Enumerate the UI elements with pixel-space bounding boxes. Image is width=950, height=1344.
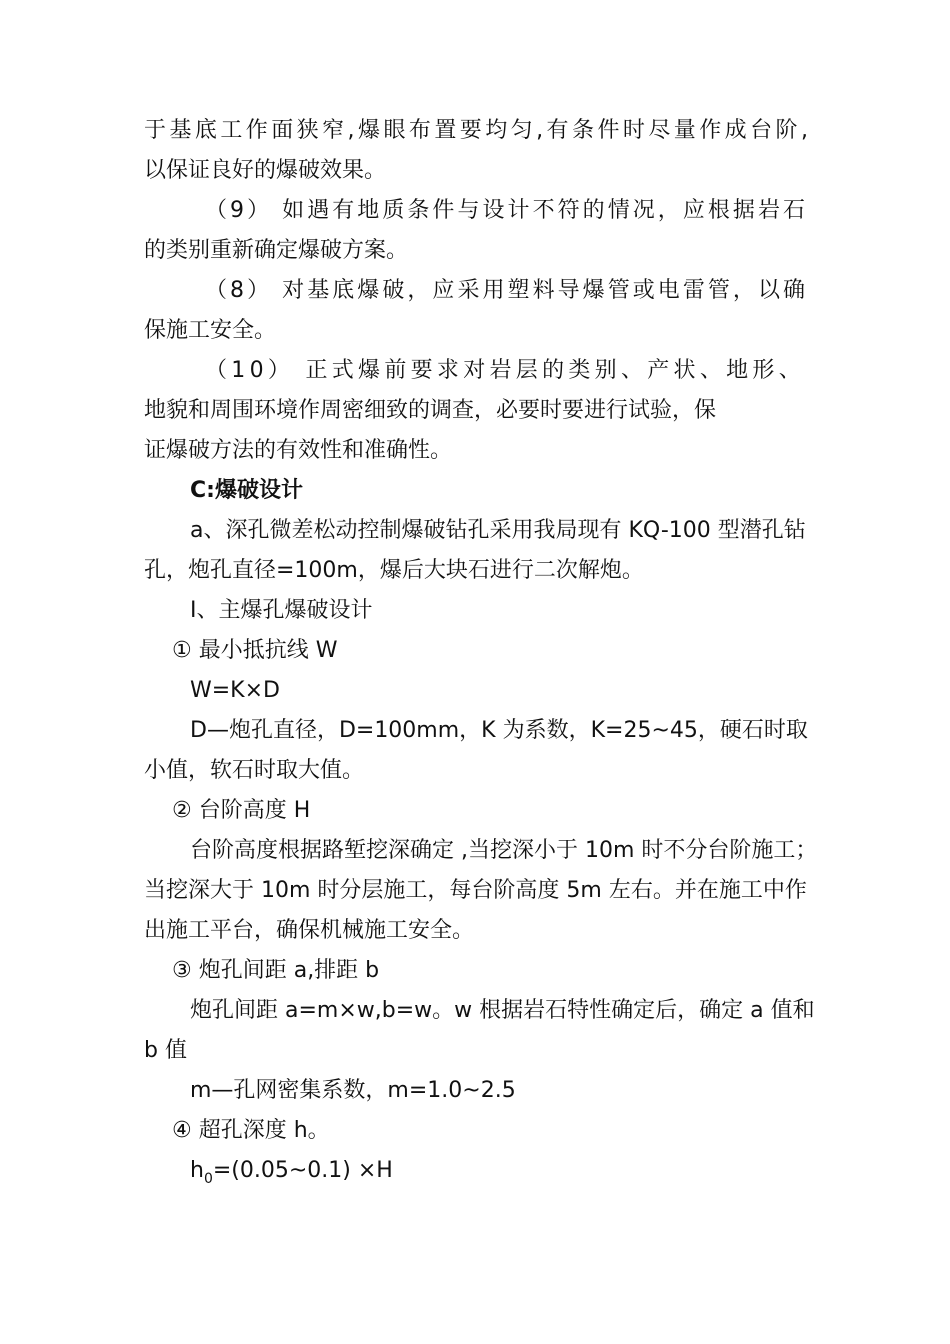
text-line: （10） 正式爆前要求对岩层的类别、产状、地形、 — [205, 358, 805, 383]
text-line: （9） 如遇有地质条件与设计不符的情况，应根据岩石 — [205, 198, 809, 223]
formula-line: W=K×D — [190, 678, 280, 703]
text-line: 小值，软石时取大值。 — [144, 758, 365, 783]
text-line: 孔，炮孔直径=100m，爆后大块石进行二次解炮。 — [144, 558, 644, 583]
text-line: 于基底工作面狭窄,爆眼布置要均匀,有条件时尽量作成台阶, — [144, 118, 812, 143]
text-line: （8） 对基底爆破，应采用塑料导爆管或电雷管，以确 — [205, 278, 809, 303]
text-line: 地貌和周围环境作周密细致的调查，必要时要进行试验，保 — [144, 398, 717, 423]
text-line: 以保证良好的爆破效果。 — [144, 158, 387, 183]
text-line: 保施工安全。 — [144, 318, 277, 343]
list-item-heading: ① 最小抵抗线 W — [172, 638, 338, 663]
text-line: 出施工平台，确保机械施工安全。 — [144, 918, 475, 943]
subsection-heading: I、主爆孔爆破设计 — [190, 598, 373, 623]
text-line: D—炮孔直径，D=100mm，K 为系数，K=25~45，硬石时取 — [190, 718, 808, 743]
list-item-heading: ③ 炮孔间距 a,排距 b — [172, 958, 380, 983]
list-item-heading: ② 台阶高度 H — [172, 798, 311, 823]
text-line: 炮孔间距 a=m×w,b=w。w 根据岩石特性确定后，确定 a 值和 — [190, 998, 815, 1023]
text-line: a、深孔微差松动控制爆破钻孔采用我局现有 KQ-100 型潜孔钻 — [190, 518, 806, 543]
text-line: b 值 — [144, 1038, 187, 1063]
formula-line — [190, 1156, 393, 1194]
text-line: 证爆破方法的有效性和准确性。 — [144, 438, 453, 463]
formula-subscript: 0 — [203, 1171, 213, 1187]
section-heading: C:爆破设计 — [190, 478, 303, 503]
text-line: 当挖深大于 10m 时分层施工，每台阶高度 5m 左右。并在施工中作 — [144, 878, 807, 903]
text-line: 的类别重新确定爆破方案。 — [144, 238, 409, 263]
text-line: m—孔网密集系数，m=1.0~2.5 — [190, 1078, 516, 1103]
formula-rest: =(0.05~0.1) ×H — [212, 1158, 393, 1183]
formula-base: h — [190, 1158, 204, 1183]
list-item-heading: ④ 超孔深度 h。 — [172, 1118, 330, 1143]
text-line: 台阶高度根据路堑挖深确定 ,当挖深小于 10m 时不分台阶施工； — [190, 838, 818, 863]
